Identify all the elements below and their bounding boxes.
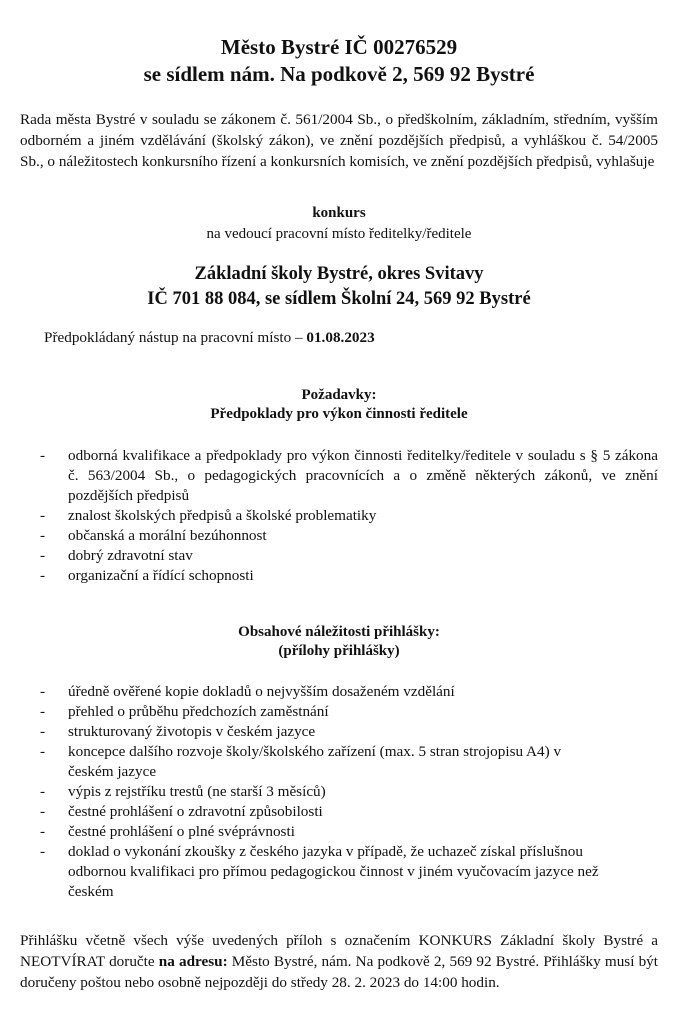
list-item <box>0 506 678 526</box>
issuer-name: Město Bystré IČ 00276529 <box>220 35 458 59</box>
footer-text-part2: Město Bystré, nám. Na podkově 2, 569 92 Bystré. Přihlášky musí být doručeny poštou nebo osobně nejpozději do středy 28. 2. 2023 do 14:00 hodin. <box>20 953 658 991</box>
list-item <box>0 702 678 722</box>
list-item-text: občanská a morální bezúhonnost <box>68 527 267 544</box>
list-item <box>0 822 678 842</box>
list-item-text: organizační a řídící schopnosti <box>68 567 254 584</box>
list-marker: - <box>40 783 46 800</box>
list-item <box>0 446 678 506</box>
list-item <box>0 742 678 782</box>
school-id-address: IČ 701 88 084, se sídlem Školní 24, 569 92 Bystré <box>147 289 531 309</box>
announcement-subtitle: na vedoucí pracovní místo ředitelky/ředitele <box>206 226 472 242</box>
start-label: Předpokládaný nástup na pracovní místo – <box>44 329 307 346</box>
announcement-title: konkurs <box>312 205 366 221</box>
intro-paragraph: Rada města Bystré v souladu se zákonem č. 561/2004 Sb., o předškolním, základním, středním, vyšším odborném a jiném vzdělávání (školský zákon), ve znění pozdějších předpisů, a vyhláškou č. 54/2005 Sb., o náležitostech konkursního řízení a konkursních komisích, ve znění pozdějších předpisů, vyhlašuje <box>20 111 658 170</box>
application-heading: Obsahové náležitosti přihlášky: <box>238 624 440 640</box>
list-marker: - <box>40 823 46 840</box>
list-item <box>0 682 678 702</box>
list-marker: - <box>40 547 46 564</box>
list-item <box>0 782 678 802</box>
start-date: 01.08.2023 <box>306 329 375 346</box>
list-item-text: přehled o průběhu předchozích zaměstnání <box>68 703 329 720</box>
list-marker: - <box>40 527 46 544</box>
list-marker: - <box>40 743 46 760</box>
list-item-text: čestné prohlášení o zdravotní způsobilosti <box>68 803 323 820</box>
list-item-text: doklad o vykonání zkoušky z českého jazyka v případě, že uchazeč získal příslušnou odbornou kvalifikaci pro přímou pedagogickou činnost v jiném vyučovacím jazyce než českém <box>68 843 599 900</box>
footer-text-part1: Přihlášku včetně všech výše uvedených příloh s označením KONKURS Základní školy Bystré a NEOTVÍRAT doručte <box>20 932 658 970</box>
list-item-text: dobrý zdravotní stav <box>68 547 193 564</box>
requirements-heading: Požadavky: <box>301 387 377 403</box>
footer-address-label: na adresu: <box>158 953 228 970</box>
list-marker: - <box>40 683 46 700</box>
list-item <box>0 526 678 546</box>
list-item <box>0 722 678 742</box>
list-marker: - <box>40 567 46 584</box>
application-subheading: (přílohy přihlášky) <box>278 643 400 659</box>
list-item <box>0 546 678 566</box>
requirements-subheading: Předpoklady pro výkon činnosti ředitele <box>210 406 468 422</box>
list-item <box>0 842 678 902</box>
list-item-text: znalost školských předpisů a školské problematiky <box>68 507 377 524</box>
start-date-line <box>44 327 375 348</box>
list-item <box>0 566 678 586</box>
list-item-text: strukturovaný životopis v českém jazyce <box>68 723 316 740</box>
list-marker: - <box>40 723 46 740</box>
submission-instructions <box>20 930 658 993</box>
application-attachments-list <box>0 682 678 902</box>
list-marker: - <box>40 507 46 524</box>
list-item-text: úředně ověřené kopie dokladů o nejvyšším dosaženém vzdělání <box>68 683 455 700</box>
list-marker: - <box>40 803 46 820</box>
list-marker: - <box>40 843 46 860</box>
list-item-text: čestné prohlášení o plné svéprávnosti <box>68 823 295 840</box>
list-item-text: koncepce dalšího rozvoje školy/školského zařízení (max. 5 stran strojopisu A4) v českém jazyce <box>68 743 562 780</box>
school-name: Základní školy Bystré, okres Svitavy <box>194 264 484 284</box>
list-marker: - <box>40 447 46 464</box>
issuer-address: se sídlem nám. Na podkově 2, 569 92 Bystré <box>143 62 535 86</box>
requirements-list <box>0 446 678 586</box>
list-item <box>0 802 678 822</box>
list-marker: - <box>40 703 46 720</box>
list-item-text: výpis z rejstříku trestů (ne starší 3 měsíců) <box>68 783 326 800</box>
list-item-text: odborná kvalifikace a předpoklady pro výkon činnosti ředitelky/ředitele v souladu s § 5 zákona č. 563/2004 Sb., o pedagogických pracovnících a o změně některých zákonů, ve znění pozdějších předpisů <box>68 447 658 504</box>
